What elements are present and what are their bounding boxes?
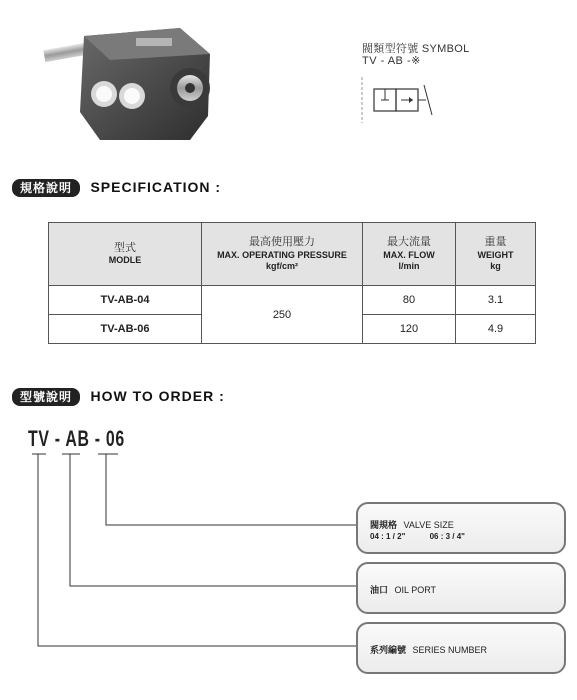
valve-size-cn: 閥規格	[370, 520, 398, 530]
cell-weight: 3.1	[456, 286, 536, 315]
header-en: MODLE	[108, 255, 142, 266]
order-badge: 型號說明	[12, 388, 80, 406]
order-title: HOW TO ORDER :	[90, 388, 225, 404]
product-image	[40, 16, 220, 156]
valve-size-en: VALVE SIZE	[403, 520, 454, 530]
header-cn: 最高使用壓力	[249, 235, 315, 248]
series-number-label	[370, 643, 487, 656]
header-unit: kg	[490, 260, 501, 271]
valve-size-options	[370, 532, 465, 541]
cell-model: TV-AB-06	[49, 315, 202, 344]
valve-size-label	[370, 518, 454, 531]
spec-badge: 規格說明	[12, 179, 80, 197]
cell-weight: 4.9	[456, 315, 536, 344]
table-header-row	[49, 223, 536, 286]
cell-flow: 120	[363, 315, 456, 344]
oil-port-box	[356, 562, 566, 614]
header-pressure	[202, 223, 363, 286]
header-en: WEIGHT	[477, 249, 514, 260]
header-weight	[456, 223, 536, 286]
header-en: MAX. FLOW	[383, 249, 435, 260]
series-number-box	[356, 622, 566, 674]
valve-size-box	[356, 502, 566, 554]
valve-size-option-06: 06 : 3 / 4"	[429, 532, 465, 541]
cell-flow: 80	[363, 286, 456, 315]
table-row	[49, 286, 536, 315]
header-cn: 重量	[484, 235, 507, 248]
series-cn: 系列編號	[370, 645, 407, 655]
spec-table	[48, 222, 536, 344]
order-code: TV - AB - 06	[28, 426, 125, 451]
header-unit: l/min	[398, 260, 420, 271]
valve-symbol-diagram	[360, 75, 440, 125]
header-flow	[363, 223, 456, 286]
oil-port-label	[370, 583, 436, 596]
oil-port-en: OIL PORT	[394, 585, 437, 595]
header-unit: kgf/cm²	[265, 260, 298, 271]
cell-pressure: 250	[202, 286, 363, 344]
spec-title: SPECIFICATION :	[90, 179, 222, 195]
order-section-header	[12, 388, 225, 406]
symbol-title: 閥類型符號 SYMBOL	[362, 43, 470, 55]
oil-port-cn: 油口	[370, 585, 389, 595]
series-en: SERIES NUMBER	[412, 645, 488, 655]
spec-section-header	[12, 179, 221, 197]
header-model	[49, 223, 202, 286]
valve-size-option-04: 04 : 1 / 2"	[370, 532, 406, 541]
header-cn: 最大流量	[387, 235, 431, 248]
header-en: MAX. OPERATING PRESSURE	[217, 249, 347, 260]
symbol-model: TV - AB -※	[362, 55, 421, 67]
cell-model: TV-AB-04	[49, 286, 202, 315]
header-cn: 型式	[114, 241, 136, 254]
